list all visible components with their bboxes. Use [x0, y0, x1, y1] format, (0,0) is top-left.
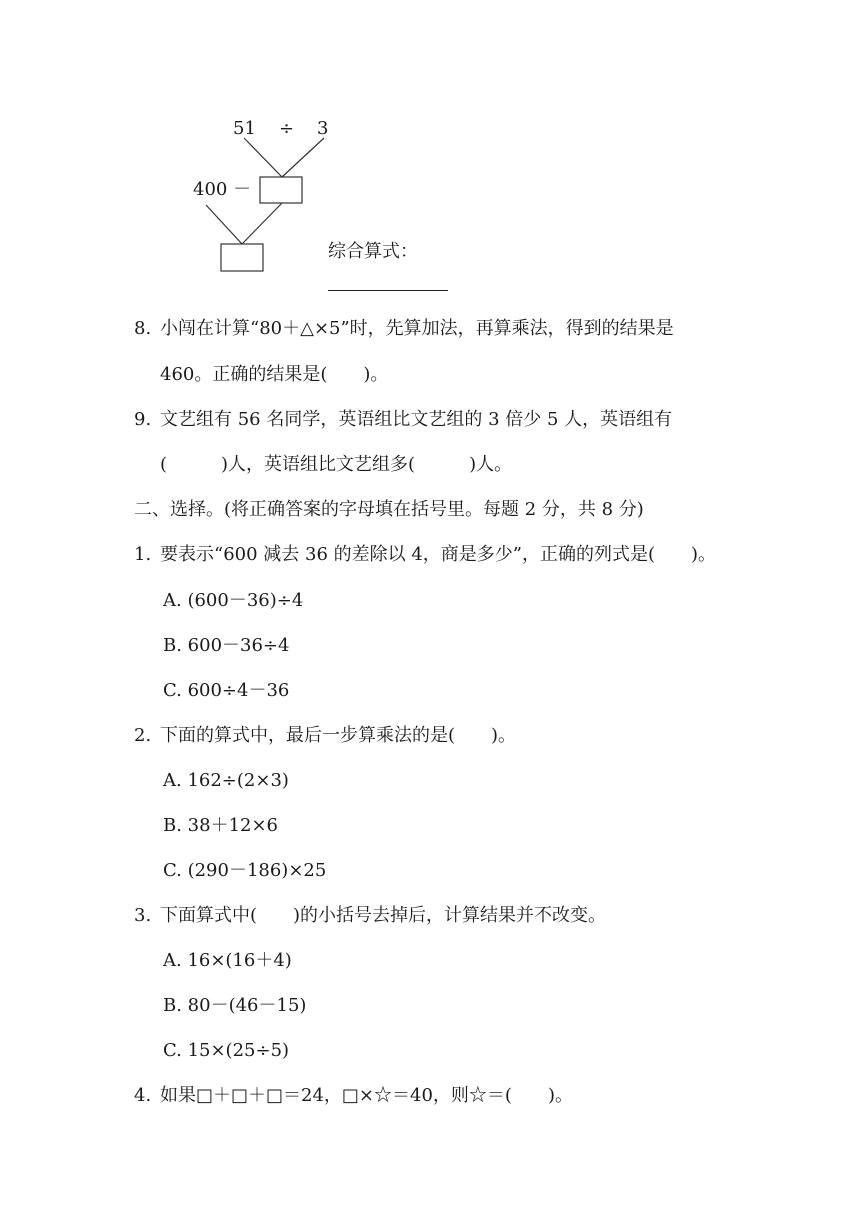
choice-q4-number: 4. [134, 1085, 152, 1106]
tree-line-right-top [282, 138, 324, 177]
diagram-top-left-number: 51 [233, 118, 256, 139]
tree-answer-box-lower[interactable] [221, 244, 263, 271]
choice-q3-stem: 下面算式中( )的小括号去掉后，计算结果并不改变。 [160, 905, 607, 926]
choice-q2-option-c[interactable]: C. (290－186)×25 [163, 860, 327, 881]
choice-q4-stem: 如果□＋□＋□＝24，□×☆＝40，则☆＝( )。 [160, 1085, 573, 1106]
choice-q3-option-c[interactable]: C. 15×(25÷5) [163, 1040, 290, 1061]
choice-q3-option-a[interactable]: A. 16×(16＋4) [163, 950, 292, 971]
tree-line-right-bottom [242, 203, 282, 244]
choice-q3-option-b[interactable]: B. 80－(46－15) [163, 995, 307, 1016]
q9-number: 9. [134, 409, 152, 430]
calculation-tree-diagram [0, 0, 860, 300]
section2-heading: 二、选择。(将正确答案的字母填在括号里。每题 2 分，共 8 分) [134, 499, 644, 520]
choice-q1-option-b[interactable]: B. 600－36÷4 [163, 635, 290, 656]
combined-expression-label: 综合算式： [328, 241, 418, 262]
q8-text-line1: 小闯在计算“80＋△×5”时，先算加法，再算乘法，得到的结果是 [160, 318, 674, 339]
q9-text-line2: ( )人，英语组比文艺组多( )人。 [160, 454, 513, 475]
q8-text-line2: 460。正确的结果是( )。 [160, 364, 389, 385]
tree-line-left-top [244, 138, 282, 177]
diagram-top-right-number: 3 [317, 118, 329, 139]
choice-q2-stem: 下面的算式中，最后一步算乘法的是( )。 [160, 725, 517, 746]
choice-q1-number: 1. [134, 544, 152, 565]
choice-q3-number: 3. [134, 905, 152, 926]
q8-number: 8. [134, 318, 152, 339]
q9-text-line1: 文艺组有 56 名同学，英语组比文艺组的 3 倍少 5 人，英语组有 [160, 409, 673, 430]
choice-q1-option-c[interactable]: C. 600÷4－36 [163, 680, 290, 701]
diagram-operator: ÷ [279, 118, 295, 139]
choice-q2-option-a[interactable]: A. 162÷(2×3) [163, 770, 289, 791]
tree-answer-box-upper[interactable] [260, 177, 302, 203]
choice-q1-option-a[interactable]: A. (600－36)÷4 [163, 590, 304, 611]
choice-q2-option-b[interactable]: B. 38＋12×6 [163, 815, 279, 836]
combined-expression-answer-line[interactable] [328, 290, 448, 291]
choice-q2-number: 2. [134, 725, 152, 746]
tree-line-left-bottom [206, 205, 242, 244]
choice-q1-stem: 要表示“600 减去 36 的差除以 4，商是多少”，正确的列式是( )。 [160, 544, 717, 565]
diagram-mid-prefix: 400 － [193, 179, 252, 200]
